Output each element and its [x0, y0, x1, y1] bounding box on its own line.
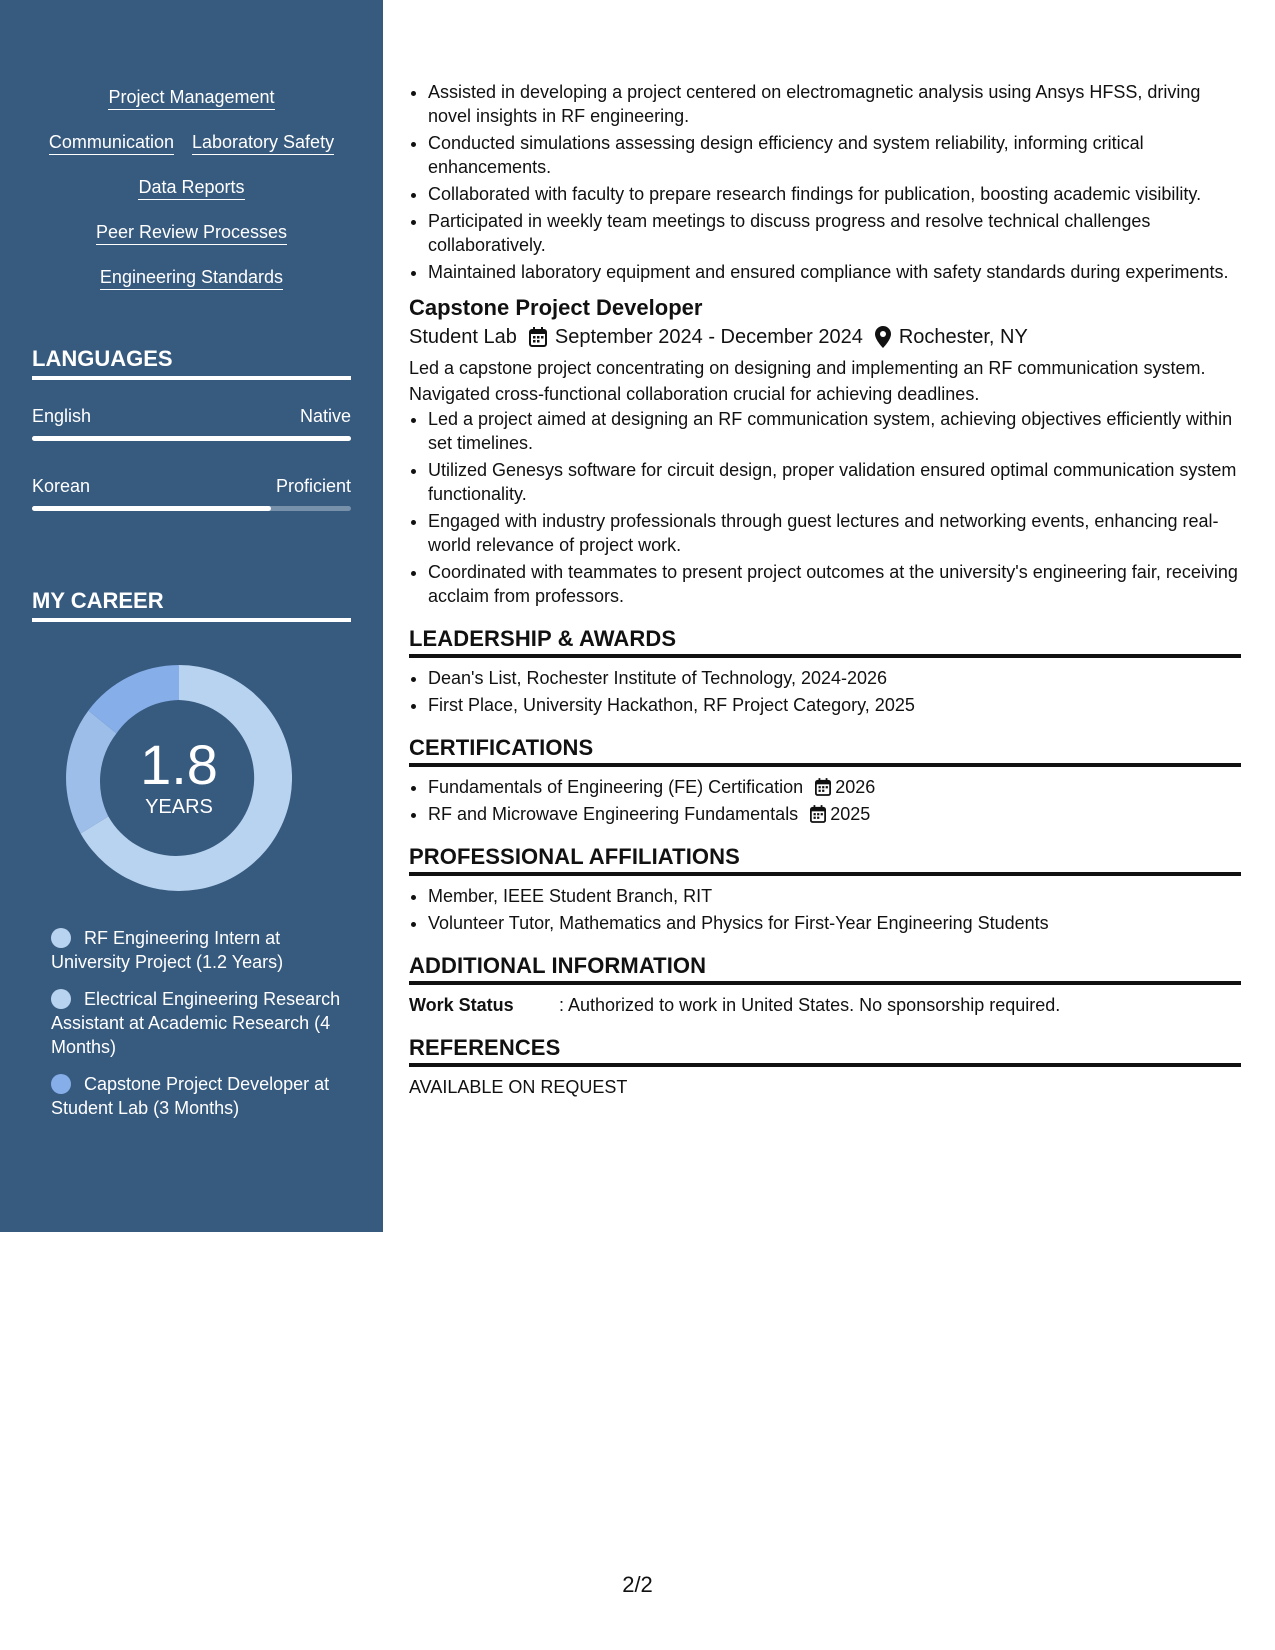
- additional-info-heading: ADDITIONAL INFORMATION: [409, 953, 1241, 985]
- donut-segment-medium: [66, 711, 116, 834]
- legend-dot: [51, 928, 71, 948]
- bullet-item: • Assisted in developing a project centered on electromagnetic analysis using Ansys HFSS, driving novel insights in RF engineering.: [428, 80, 1241, 128]
- work-status-row: [409, 993, 1241, 1017]
- legend-dot: [51, 989, 71, 1009]
- language-name: Korean: [32, 476, 91, 496]
- skill-tag: Peer Review Processes: [96, 221, 287, 245]
- certifications-heading: CERTIFICATIONS: [409, 735, 1241, 767]
- leadership-heading: LEADERSHIP & AWARDS: [409, 626, 1241, 658]
- legend-dot: [51, 1074, 71, 1094]
- career-item: [51, 1072, 351, 1120]
- language-bar-fill: [32, 436, 351, 441]
- skill-tag: Laboratory Safety: [192, 131, 334, 155]
- job-summary: Led a capstone project concentrating on designing and implementing an RF communication system. Navigated cross-functional collaboration crucial for achieving deadlines.: [409, 358, 1206, 404]
- language-bar: [32, 436, 351, 441]
- sidebar: [0, 0, 383, 1232]
- skills-list: [0, 86, 383, 311]
- certification-year: 2026: [835, 777, 876, 797]
- career-unit: YEARS: [145, 796, 213, 818]
- references-text: AVAILABLE ON REQUEST: [409, 1077, 628, 1097]
- previous-job-bullets: [409, 80, 1241, 284]
- leadership-list: [409, 666, 1241, 717]
- job-title: Capstone Project Developer: [409, 295, 703, 320]
- skill-tag: Engineering Standards: [100, 266, 283, 290]
- certification-name: • Fundamentals of Engineering (FE) Certification: [428, 777, 804, 797]
- calendar-icon: [810, 805, 826, 823]
- location-pin-icon: [875, 326, 891, 348]
- calendar-icon: [529, 327, 547, 347]
- page-number: 2/2: [622, 1572, 653, 1597]
- bullet-item: • Member, IEEE Student Branch, RIT: [428, 884, 1241, 908]
- work-status-label: Work Status: [409, 995, 514, 1015]
- bullet-item: • Utilized Genesys software for circuit design, proper validation ensured optimal communication system functionality.: [428, 458, 1241, 506]
- career-item-text: Electrical Engineering Research Assistant at Academic Research (4 Months): [51, 989, 341, 1057]
- bullet-item: • Collaborated with faculty to prepare research findings for publication, boosting academic visibility.: [428, 182, 1241, 206]
- bullet-item: • Volunteer Tutor, Mathematics and Physics for First-Year Engineering Students: [428, 911, 1241, 935]
- language-item: [32, 405, 351, 441]
- bullet-item: • Participated in weekly team meetings to discuss progress and resolve technical challenges collaboratively.: [428, 209, 1241, 257]
- certification-year: 2025: [830, 804, 871, 824]
- career-item: [51, 987, 351, 1059]
- bullet-item: • Coordinated with teammates to present project outcomes at the university's engineering fair, receiving acclaim from professors.: [428, 560, 1241, 608]
- calendar-icon: [815, 778, 831, 796]
- references-heading: REFERENCES: [409, 1035, 1241, 1067]
- skill-tag: Data Reports: [138, 176, 244, 200]
- certifications-list: [409, 775, 1241, 826]
- language-level: Native: [299, 406, 351, 426]
- language-name: English: [32, 406, 92, 426]
- bullet-item: • Led a project aimed at designing an RF communication system, achieving objectives efficiently within set timelines.: [428, 407, 1241, 455]
- career-item-text: Capstone Project Developer at Student Lab (3 Months): [51, 1074, 330, 1118]
- bullet-item: • Conducted simulations assessing design efficiency and system reliability, informing critical enhancements.: [428, 131, 1241, 179]
- certification-item: [428, 775, 1241, 799]
- main-content: [409, 80, 1241, 1099]
- skill-row: [0, 86, 383, 131]
- certification-name: • RF and Microwave Engineering Fundamentals: [428, 804, 799, 824]
- languages-heading: LANGUAGES: [32, 346, 351, 380]
- career-item-text: RF Engineering Intern at University Project (1.2 Years): [51, 928, 284, 972]
- skill-row: [0, 221, 383, 266]
- job-dates: September 2024 - December 2024: [554, 326, 863, 348]
- career-heading: MY CAREER: [32, 588, 351, 622]
- job-company: Student Lab: [409, 326, 517, 348]
- skill-row: [0, 266, 383, 311]
- affiliations-list: [409, 884, 1241, 935]
- language-item: [32, 475, 351, 511]
- career-donut-chart: [66, 665, 292, 891]
- job-bullets: [409, 407, 1241, 608]
- language-bar-fill: [32, 506, 271, 511]
- bullet-item: • Engaged with industry professionals through guest lectures and networking events, enhancing real-world relevance of project work.: [428, 509, 1241, 557]
- bullet-item: • Maintained laboratory equipment and ensured compliance with safety standards during experiments.: [428, 260, 1241, 284]
- language-bar: [32, 506, 351, 511]
- skill-row: [0, 176, 383, 221]
- skill-tag: Project Management: [108, 86, 274, 110]
- career-item: [51, 926, 351, 974]
- work-status-value: : Authorized to work in United States. No sponsorship required.: [559, 995, 1061, 1015]
- certification-item: [428, 802, 1241, 826]
- affiliations-heading: PROFESSIONAL AFFILIATIONS: [409, 844, 1241, 876]
- bullet-item: • First Place, University Hackathon, RF Project Category, 2025: [428, 693, 1241, 717]
- skill-tag: Communication: [49, 131, 174, 155]
- job-location: Rochester, NY: [898, 326, 1028, 348]
- career-list: [51, 926, 351, 1133]
- career-total: 1.8: [140, 733, 218, 796]
- skill-row: [0, 131, 383, 176]
- job-meta: [409, 323, 1241, 351]
- bullet-item: • Dean's List, Rochester Institute of Technology, 2024-2026: [428, 666, 1241, 690]
- language-level: Proficient: [275, 476, 351, 496]
